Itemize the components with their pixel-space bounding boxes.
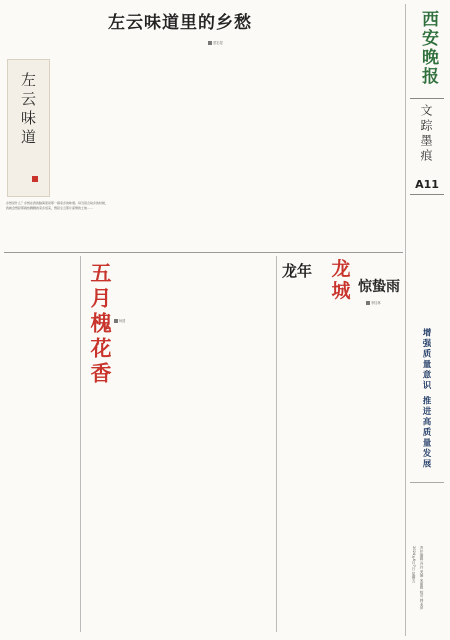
article-body: [55, 58, 112, 198]
article-body: [6, 256, 76, 632]
photo-calligraphy: 左云味道: [19, 72, 37, 148]
masthead-rule-2: [410, 194, 444, 195]
article-photo: [7, 59, 50, 197]
masthead-rule: [410, 98, 444, 99]
article-body: [363, 52, 403, 250]
article-title: 五月槐花香: [88, 262, 113, 387]
column-divider: [80, 256, 81, 632]
slogan: 增强质量意识 推进高质量发展: [421, 328, 431, 470]
seal-stamp: [32, 176, 38, 182]
article-body: [82, 352, 144, 632]
masthead-rule-3: [410, 482, 444, 483]
article-author: 李桂林: [366, 300, 381, 305]
article-body: [113, 52, 175, 250]
column-divider: [276, 256, 277, 632]
article-body: [177, 52, 237, 250]
photo-caption: 乡愁是什么？乡愁在我的脑海里是那一碗家乡的味道。每当思念故乡的时候，我就会想起那碗热腾腾的家乡饭菜，想起左云那片深情的土地……: [6, 201, 108, 210]
masthead-divider: [405, 4, 406, 636]
newspaper-logo: 西安晚报: [418, 10, 438, 86]
footer-date: 2024年6月7日 星期五: [412, 546, 416, 583]
article-body: [147, 256, 209, 632]
column-title: 文踪墨痕: [419, 104, 433, 164]
article-body: [211, 256, 273, 632]
article-title: 左云味道里的乡愁: [108, 13, 252, 33]
article-body: [280, 312, 340, 632]
footer-editor: 责任编辑 冯玲 美编 宋丽娟 校对 韩亚萍: [420, 546, 424, 610]
article-author: 杨建: [114, 318, 125, 323]
article-body: [301, 52, 361, 250]
masthead: [408, 6, 446, 634]
kicker-text: 龙年: [282, 262, 313, 280]
article-body: [343, 312, 403, 632]
article-body: [239, 52, 299, 250]
article-author: 蔡宏超: [208, 40, 223, 45]
kicker-text: 龙城: [331, 258, 351, 302]
page-code: A11: [415, 178, 439, 191]
article-title: 惊蛰雨: [358, 279, 400, 295]
section-divider: [4, 252, 403, 253]
